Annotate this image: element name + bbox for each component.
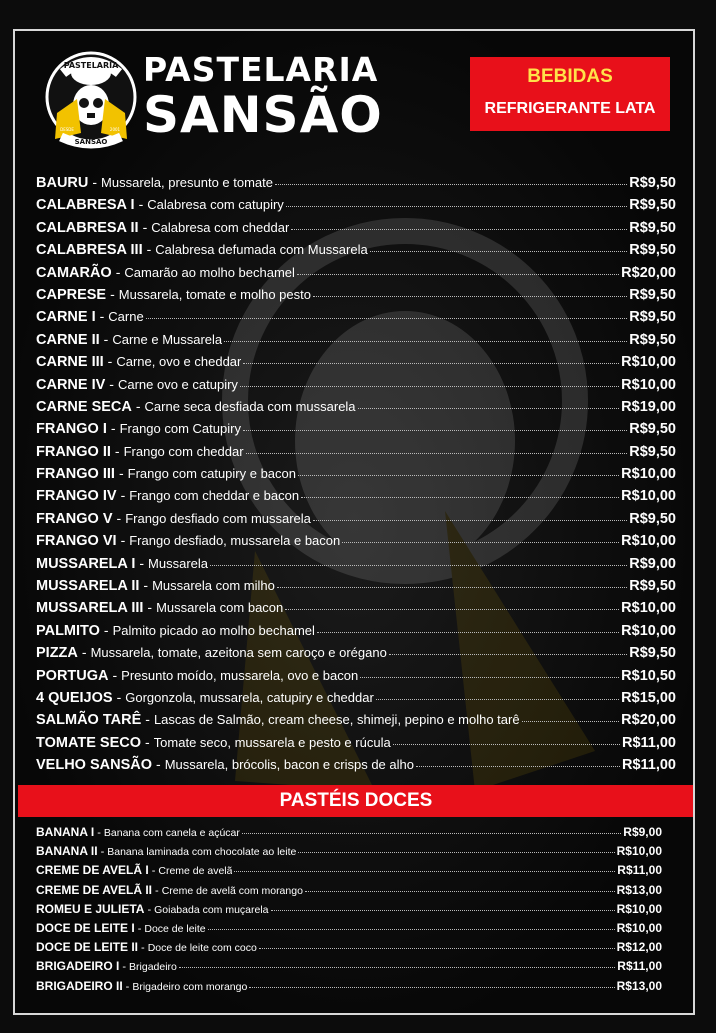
menu-item-name: PORTUGA xyxy=(36,667,109,684)
dotted-leader xyxy=(376,698,619,700)
menu-item-separator: - xyxy=(97,827,101,839)
menu-item-separator: - xyxy=(100,846,105,859)
menu-item xyxy=(36,510,676,532)
dotted-leader xyxy=(522,720,620,722)
menu-item-price: R$9,50 xyxy=(629,309,676,326)
bebidas-subtitle: REFRIGERANTE LATA xyxy=(484,100,656,117)
menu-item xyxy=(36,756,676,778)
menu-item-description: Mussarela, tomate e molho pesto xyxy=(118,286,311,302)
menu-item-price: R$11,00 xyxy=(621,734,676,751)
menu-item-description: Calabresa com cheddar xyxy=(151,219,290,235)
dotted-leader xyxy=(285,608,619,610)
menu-item-separator: - xyxy=(114,442,120,459)
menu-item xyxy=(36,959,662,978)
menu-item-name: FRANGO IV xyxy=(36,488,117,505)
menu-item-name: CARNE II xyxy=(36,331,100,348)
menu-item-name: BANANA I xyxy=(36,825,95,839)
menu-item-name: CALABRESA III xyxy=(36,242,143,259)
dotted-leader xyxy=(224,340,627,342)
menu-item-price: R$10,00 xyxy=(621,488,676,505)
dotted-leader xyxy=(242,832,621,834)
menu-item-separator: - xyxy=(145,733,150,750)
menu-item-separator: - xyxy=(120,487,126,504)
menu-item-price: R$10,00 xyxy=(621,622,676,639)
dotted-leader xyxy=(271,909,615,911)
menu-item-price: R$10,00 xyxy=(621,354,676,371)
menu-item-separator: - xyxy=(122,961,127,974)
menu-item xyxy=(36,308,676,330)
menu-item-description: Calabresa defumada com Mussarela xyxy=(155,242,368,258)
menu-item-name: CALABRESA I xyxy=(36,197,135,214)
menu-item-name: CARNE IV xyxy=(36,376,106,393)
menu-item-description: Carne e Mussarela xyxy=(112,331,223,347)
menu-item-description: Carne xyxy=(108,309,144,325)
menu-item-separator: - xyxy=(109,375,114,392)
dotted-leader xyxy=(358,407,620,409)
dotted-leader xyxy=(246,452,628,454)
dotted-leader xyxy=(297,273,619,275)
savory-pastry-list xyxy=(36,174,676,779)
menu-item-description: Presunto moído, mussarela, ovo e bacon xyxy=(121,667,359,683)
menu-item xyxy=(36,667,676,689)
menu-item-separator: - xyxy=(112,666,118,683)
menu-item-name: FRANGO V xyxy=(36,510,113,527)
menu-item-price: R$10,00 xyxy=(616,901,662,916)
menu-item-name: BRIGADEIRO I xyxy=(36,959,120,974)
menu-item xyxy=(36,622,676,644)
menu-item-price: R$9,50 xyxy=(629,578,676,595)
dotted-leader xyxy=(313,295,627,297)
menu-item-name: MUSSARELA III xyxy=(36,600,144,617)
menu-item-price: R$12,00 xyxy=(616,940,662,955)
menu-item xyxy=(36,286,676,308)
menu-item-separator: - xyxy=(145,711,150,728)
menu-item-description: Camarão ao molho bechamel xyxy=(124,264,295,280)
dotted-leader xyxy=(259,947,615,949)
menu-item xyxy=(36,644,676,666)
menu-item-name: BRIGADEIRO II xyxy=(36,978,123,993)
dotted-leader xyxy=(342,541,619,543)
menu-item-separator: - xyxy=(81,644,87,661)
menu-item-price: R$9,50 xyxy=(629,331,676,348)
menu-item xyxy=(36,420,676,442)
menu-item-price: R$9,50 xyxy=(629,175,676,191)
menu-item-name: 4 QUEIJOS xyxy=(36,689,113,706)
menu-item-separator: - xyxy=(115,263,121,280)
menu-item-name: CAMARÃO xyxy=(36,264,112,281)
menu-item-description: Goiabada com muçarela xyxy=(154,903,269,916)
menu-item xyxy=(36,555,676,577)
dotted-leader xyxy=(301,496,619,498)
menu-item-description: Doce de leite xyxy=(144,922,206,935)
menu-item xyxy=(36,599,676,621)
menu-item-price: R$11,00 xyxy=(621,757,676,774)
logo-bottom-text: SANSÃO xyxy=(74,138,108,146)
menu-item-name: FRANGO II xyxy=(36,443,111,460)
menu-item-description: Frango com cheddar e bacon xyxy=(129,488,300,504)
brand-line-2: SANSÃO xyxy=(143,86,383,144)
menu-item-separator: - xyxy=(103,330,109,347)
dotted-leader xyxy=(370,250,628,252)
menu-item xyxy=(36,331,676,353)
menu-item-price: R$10,00 xyxy=(621,376,676,393)
menu-item-description: Frango com catupiry e bacon xyxy=(127,466,296,482)
menu-item-description: Doce de leite com coco xyxy=(147,942,257,955)
menu-item-price: R$9,50 xyxy=(629,219,676,236)
menu-item-price: R$9,50 xyxy=(629,443,676,460)
menu-item-description: Banana laminada com chocolate ao leite xyxy=(107,846,297,859)
dotted-leader xyxy=(275,183,627,185)
dotted-leader xyxy=(298,851,614,853)
menu-item-description: Mussarela xyxy=(148,555,208,571)
menu-item-separator: - xyxy=(103,621,109,638)
dotted-leader xyxy=(179,966,615,968)
bebidas-title: BEBIDAS xyxy=(527,66,613,87)
menu-item-separator: - xyxy=(156,756,161,773)
menu-item xyxy=(36,734,676,756)
menu-item-price: R$9,50 xyxy=(629,197,676,214)
menu-item xyxy=(36,264,676,286)
dotted-leader xyxy=(291,228,627,230)
dotted-leader xyxy=(317,631,619,633)
menu-item-name: CALABRESA II xyxy=(36,219,139,236)
dotted-leader xyxy=(389,653,627,655)
menu-item-description: Carne seca desfiada com mussarela xyxy=(144,398,356,414)
dotted-leader xyxy=(234,870,615,872)
menu-item-name: DOCE DE LEITE I xyxy=(36,920,135,935)
menu-item-price: R$13,00 xyxy=(616,978,662,993)
menu-item xyxy=(36,487,676,509)
menu-item xyxy=(36,353,676,375)
menu-item-name: TOMATE SECO xyxy=(36,734,141,751)
menu-item-price: R$10,00 xyxy=(621,466,676,483)
menu-item-separator: - xyxy=(116,509,122,526)
menu-item xyxy=(36,465,676,487)
menu-item-price: R$9,50 xyxy=(629,421,676,438)
menu-item-separator: - xyxy=(147,903,152,916)
menu-item xyxy=(36,940,662,959)
menu-item-separator: - xyxy=(110,285,115,302)
menu-item-separator: - xyxy=(92,174,98,190)
menu-item-name: SALMÃO TARÊ xyxy=(36,712,142,729)
menu-item-separator: - xyxy=(125,980,130,993)
dotted-leader xyxy=(146,317,628,319)
menu-item-price: R$15,00 xyxy=(621,689,676,706)
dotted-leader xyxy=(360,676,619,678)
menu-item-name: CARNE SECA xyxy=(36,398,132,415)
brand-line-1: PASTELARIA xyxy=(143,50,379,89)
menu-item-description: Mussarela com milho xyxy=(152,578,275,594)
dotted-leader xyxy=(249,986,614,988)
menu-item-description: Creme de avelã xyxy=(158,865,233,878)
menu-item xyxy=(36,921,662,940)
menu-item xyxy=(36,241,676,263)
menu-item-name: FRANGO VI xyxy=(36,533,117,550)
dotted-leader xyxy=(313,519,627,521)
menu-item-separator: - xyxy=(151,865,156,878)
menu-item-price: R$9,50 xyxy=(629,242,676,259)
menu-item-name: FRANGO I xyxy=(36,421,107,438)
menu-item-description: Banana com canela e açúcar xyxy=(103,827,240,839)
menu-item xyxy=(36,174,676,196)
dotted-leader xyxy=(286,205,627,207)
menu-item-separator: - xyxy=(143,577,149,594)
menu-item xyxy=(36,577,676,599)
menu-item-price: R$9,50 xyxy=(629,510,676,527)
menu-item-separator: - xyxy=(147,599,153,616)
dotted-leader xyxy=(416,765,620,767)
logo-top-text: PASTELARIA xyxy=(63,61,119,70)
menu-item-description: Frango desfiado com mussarela xyxy=(125,510,311,526)
dotted-leader xyxy=(298,474,619,476)
sweet-pastry-list xyxy=(36,825,662,998)
pastelaria-logo xyxy=(43,47,139,157)
menu-item-name: ROMEU E JULIETA xyxy=(36,901,145,916)
menu-item-price: R$9,50 xyxy=(629,645,676,662)
bebidas-box xyxy=(470,57,670,131)
menu-item-price: R$9,50 xyxy=(629,286,676,303)
menu-item-description: Calabresa com catupiry xyxy=(147,197,284,213)
menu-item-price: R$10,00 xyxy=(616,920,662,935)
menu-item-description: Mussarela, brócolis, bacon e crisps de alho xyxy=(164,757,414,773)
logo-since-text: DESDE xyxy=(60,127,74,132)
menu-item-description: Lascas de Salmão, cream cheese, shimeji, pepino e molho tarê xyxy=(153,712,520,728)
menu-item-separator: - xyxy=(99,308,105,325)
menu-item-price: R$19,00 xyxy=(621,398,676,415)
menu-item-separator: - xyxy=(155,884,159,897)
menu-item-separator: - xyxy=(107,353,113,370)
menu-item-price: R$20,00 xyxy=(621,712,676,729)
menu-item-separator: - xyxy=(138,196,144,213)
sweet-pastries-header: PASTÉIS DOCES xyxy=(18,785,694,817)
menu-item-description: Carne ovo e catupiry xyxy=(117,376,238,392)
menu-item-description: Carne, ovo e cheddar xyxy=(116,354,242,370)
menu-item-separator: - xyxy=(137,922,142,935)
menu-item-description: Frango com cheddar xyxy=(123,443,244,459)
menu-item xyxy=(36,219,676,241)
menu-item-description: Mussarela com bacon xyxy=(156,600,284,616)
menu-item-separator: - xyxy=(116,688,122,705)
menu-item-description: Brigadeiro com morango xyxy=(132,980,248,993)
menu-item-separator: - xyxy=(146,241,152,258)
menu-board xyxy=(13,29,695,1015)
dotted-leader xyxy=(243,362,619,364)
menu-item-price: R$20,00 xyxy=(621,264,676,281)
menu-item-description: Palmito picado ao molho bechamel xyxy=(112,622,315,638)
brand-title xyxy=(143,50,383,144)
menu-item xyxy=(36,825,662,844)
menu-item-separator: - xyxy=(120,532,126,549)
dotted-leader xyxy=(305,890,615,892)
menu-item-price: R$13,00 xyxy=(616,882,662,897)
menu-item-price: R$9,00 xyxy=(629,555,676,572)
menu-item xyxy=(36,532,676,554)
menu-item-name: BANANA II xyxy=(36,844,98,859)
menu-item-name: PALMITO xyxy=(36,622,100,639)
menu-item-separator: - xyxy=(110,420,116,437)
logo-year-text: 2001 xyxy=(109,127,121,132)
menu-item xyxy=(36,376,676,398)
dotted-leader xyxy=(240,385,619,387)
dotted-leader xyxy=(208,928,615,930)
dotted-leader xyxy=(243,429,627,431)
menu-item-name: MUSSARELA II xyxy=(36,578,140,595)
menu-item-description: Mussarela, presunto e tomate xyxy=(101,175,274,190)
menu-item-name: BAURU xyxy=(36,175,89,191)
menu-item-description: Gorgonzola, mussarela, catupiry e cheddar xyxy=(125,689,374,705)
menu-item xyxy=(36,863,662,882)
menu-item xyxy=(36,443,676,465)
menu-item-price: R$10,00 xyxy=(621,600,676,617)
menu-item-name: FRANGO III xyxy=(36,466,115,483)
menu-item-description: Frango com Catupiry xyxy=(119,421,241,437)
menu-item-name: DOCE DE LEITE II xyxy=(36,940,139,955)
menu-item xyxy=(36,196,676,218)
menu-item-price: R$10,50 xyxy=(621,667,676,684)
dotted-leader xyxy=(210,564,627,566)
menu-item-name: CAPRESE xyxy=(36,286,107,303)
menu-item-separator: - xyxy=(142,218,148,235)
menu-item xyxy=(36,979,662,998)
dotted-leader xyxy=(393,743,620,745)
menu-item-description: Creme de avelã com morango xyxy=(161,884,303,897)
menu-item-name: CREME DE AVELÃ I xyxy=(36,863,149,878)
menu-item-price: R$10,00 xyxy=(616,844,662,859)
menu-item xyxy=(36,398,676,420)
menu-item-price: R$10,00 xyxy=(621,533,676,550)
menu-item-price: R$11,00 xyxy=(617,863,662,878)
menu-item xyxy=(36,902,662,921)
menu-item-name: PIZZA xyxy=(36,645,78,662)
menu-item-name: CARNE III xyxy=(36,354,104,371)
menu-item-price: R$9,00 xyxy=(623,825,662,839)
menu-item xyxy=(36,883,662,902)
menu-item xyxy=(36,844,662,863)
menu-item-separator: - xyxy=(118,465,124,482)
menu-item-description: Frango desfiado, mussarela e bacon xyxy=(129,533,341,549)
menu-item xyxy=(36,711,676,733)
menu-item-name: CREME DE AVELÃ II xyxy=(36,882,153,897)
menu-item-separator: - xyxy=(139,554,145,571)
menu-item-name: VELHO SANSÃO xyxy=(36,757,153,774)
menu-item-name: CARNE I xyxy=(36,309,96,326)
menu-item xyxy=(36,689,676,711)
menu-item-separator: - xyxy=(135,397,141,414)
menu-item-description: Tomate seco, mussarela e pesto e rúcula xyxy=(153,734,391,750)
menu-item-separator: - xyxy=(141,942,145,955)
dotted-leader xyxy=(277,586,627,588)
menu-item-name: MUSSARELA I xyxy=(36,555,136,572)
menu-item-price: R$11,00 xyxy=(617,959,662,974)
menu-item-description: Mussarela, tomate, azeitona sem caroço e orégano xyxy=(90,645,387,661)
menu-item-description: Brigadeiro xyxy=(129,961,177,974)
